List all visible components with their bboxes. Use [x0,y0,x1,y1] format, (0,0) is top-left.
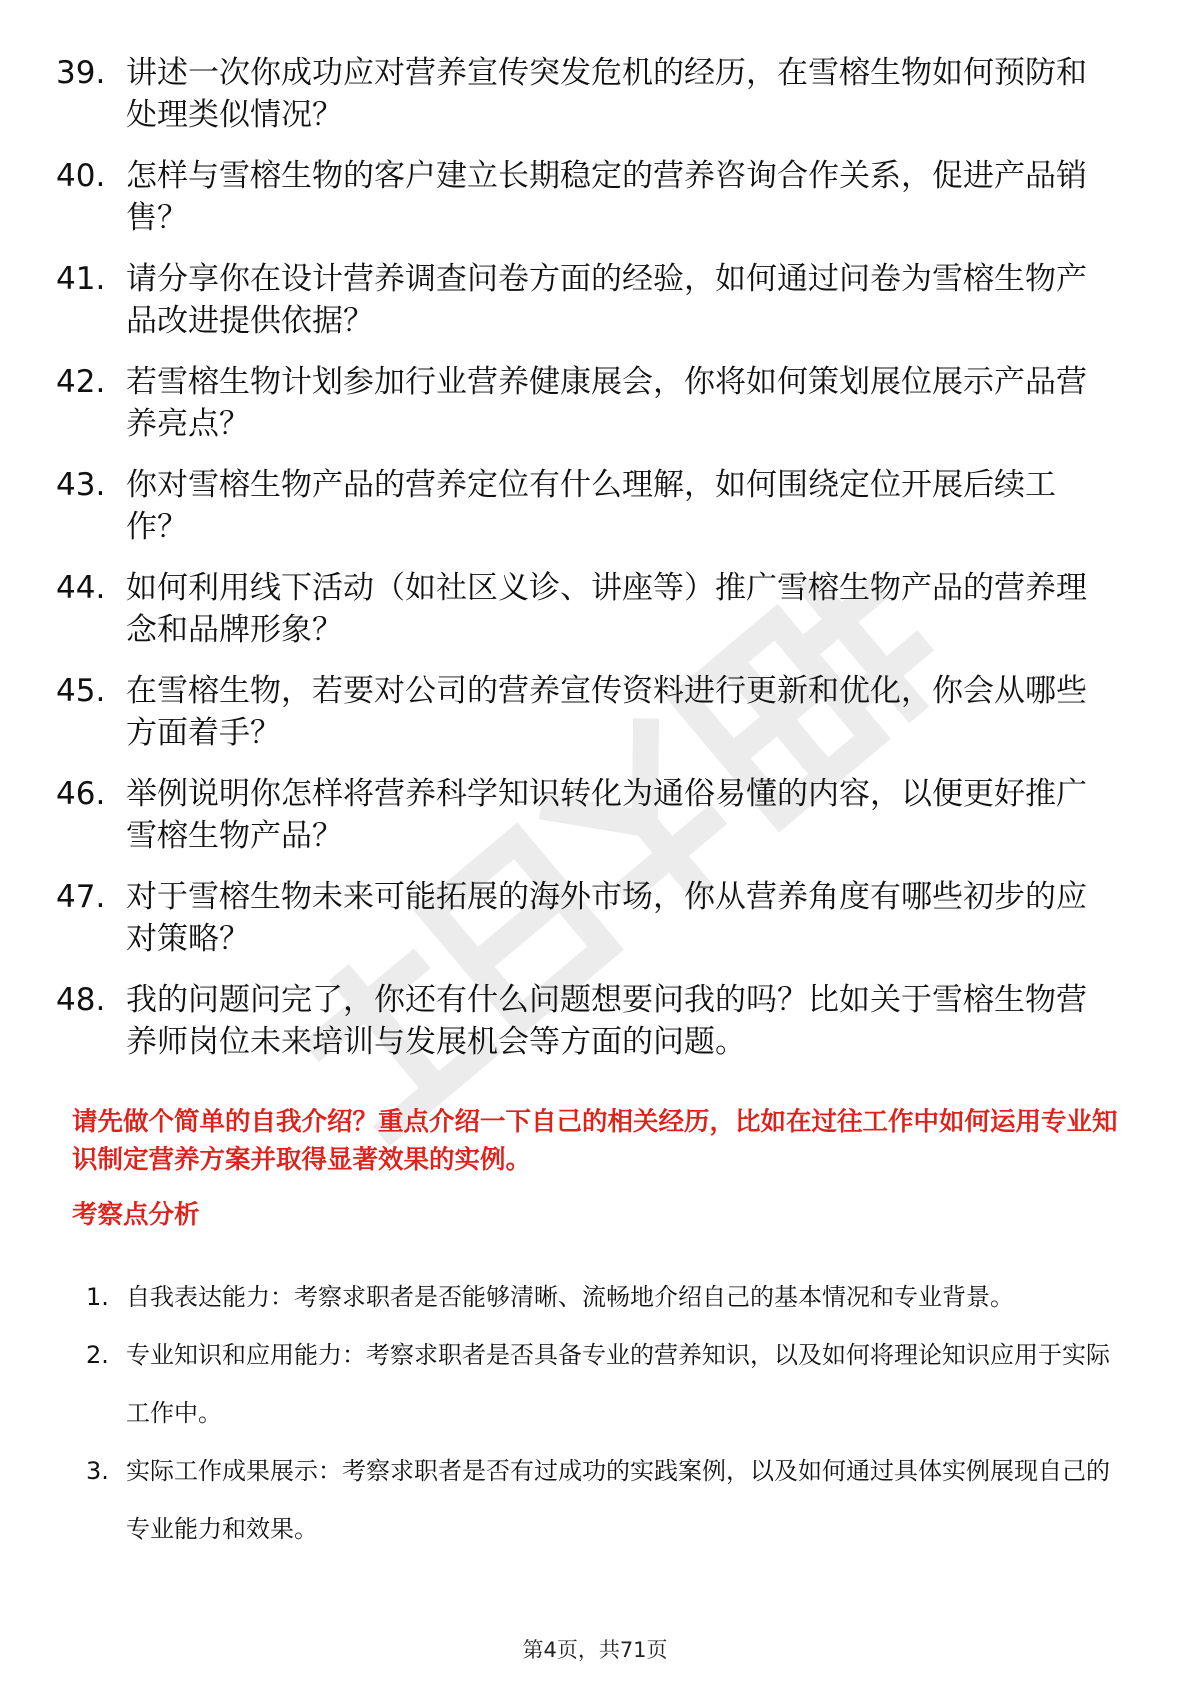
question-text: 请分享你在设计营养调查问卷方面的经验，如何通过问卷为雪榕生物产品改进提供依据？ [126,261,1087,339]
question-text: 若雪榕生物计划参加行业营养健康展会，你将如何策划展位展示产品营养亮点？ [126,364,1087,442]
question-text: 如何利用线下活动（如社区义诊、讲座等）推广雪榕生物产品的营养理念和品牌形象？ [126,570,1087,648]
question-text: 对于雪榕生物未来可能拓展的海外市场，你从营养角度有哪些初步的应对策略？ [126,879,1087,957]
analysis-item [86,1326,1126,1442]
question-text: 讲述一次你成功应对营养宣传突发危机的经历，在雪榕生物如何预防和处理类似情况？ [126,55,1087,133]
question-number: 45. [56,673,106,709]
analysis-number: 3. [86,1457,109,1485]
analysis-number: 1. [86,1283,109,1311]
analysis-item [86,1442,1126,1558]
question-text: 在雪榕生物，若要对公司的营养宣传资料进行更新和优化，你会从哪些方面着手？ [126,673,1087,751]
question-number: 43. [56,467,106,503]
question-item [56,464,1116,548]
question-number: 47. [56,879,106,915]
highlight-question: 请先做个简单的自我介绍？重点介绍一下自己的相关经历，比如在过往工作中如何运用专业知识制定营养方案并取得显著效果的实例。 [72,1107,1118,1175]
question-number: 42. [56,364,106,400]
question-item [56,876,1116,960]
question-text: 我的问题问完了，你还有什么问题想要问我的吗？比如关于雪榕生物营养师岗位未来培训与发展机会等方面的问题。 [126,982,1087,1060]
question-item [56,155,1116,239]
question-text: 怎样与雪榕生物的客户建立长期稳定的营养咨询合作关系，促进产品销售？ [126,158,1087,236]
question-text: 举例说明你怎样将营养科学知识转化为通俗易懂的内容，以便更好推广雪榕生物产品？ [126,776,1087,854]
question-item [56,567,1116,651]
analysis-text: 实际工作成果展示：考察求职者是否有过成功的实践案例，以及如何通过具体实例展现自己的专业能力和效果。 [126,1457,1110,1543]
analysis-number: 2. [86,1341,109,1369]
question-number: 40. [56,158,106,194]
question-item [56,670,1116,754]
analysis-item [86,1268,1126,1326]
question-number: 44. [56,570,106,606]
question-item [56,52,1116,136]
question-number: 39. [56,55,106,91]
question-number: 41. [56,261,106,297]
question-item [56,361,1116,445]
question-number: 48. [56,982,106,1018]
question-number: 46. [56,776,106,812]
page-footer: 第4页，共71页 [522,1638,668,1662]
question-list [56,52,1116,1082]
analysis-text: 自我表达能力：考察求职者是否能够清晰、流畅地介绍自己的基本情况和专业背景。 [126,1283,1014,1311]
section-title: 考察点分析 [72,1200,200,1230]
question-item [56,258,1116,342]
question-item [56,979,1116,1063]
question-text: 你对雪榕生物产品的营养定位有什么理解，如何围绕定位开展后续工作？ [126,467,1056,545]
analysis-list [86,1268,1126,1558]
question-item [56,773,1116,857]
analysis-text: 专业知识和应用能力：考察求职者是否具备专业的营养知识，以及如何将理论知识应用于实际工作中。 [126,1341,1110,1427]
